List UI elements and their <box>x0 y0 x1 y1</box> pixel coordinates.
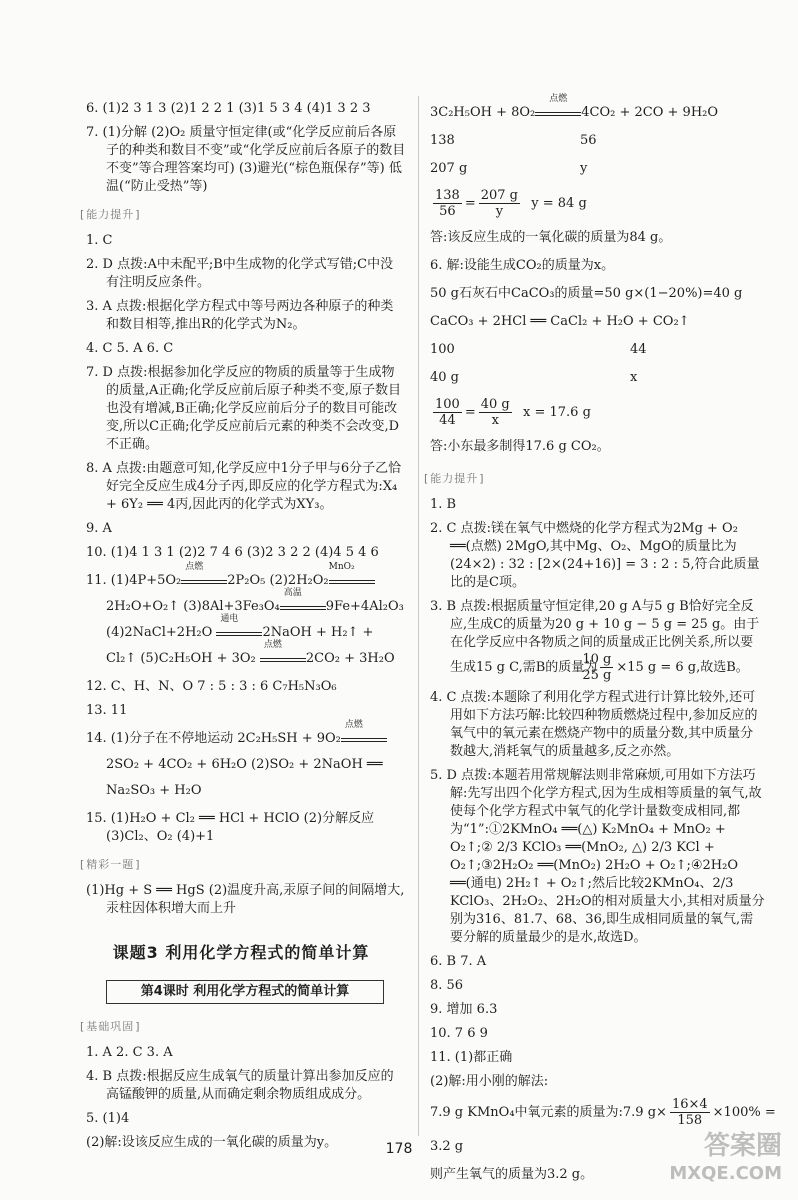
ability-item-11: 11. (1)4P+5O₂ 点燃 2P₂O₅ (2)2H₂O₂ MnO₂ 2H₂O+O₂↑ (3)8Al+3Fe₃O₄ 高温 9Fe+4Al₂O₃ (4)2NaCl+2H₂O 通电 2NaOH + H₂↑ + Cl₂↑ (5)C₂H₅OH + 3O₂ 点燃 2CO₂ + 3H₂O <box>86 562 404 666</box>
basic-item-5: 5. (1)4 <box>86 1111 130 1126</box>
ability-item-11: 11. (1)都正确 <box>430 1050 513 1065</box>
ability-item-1: 1. C <box>86 233 113 248</box>
ability-item-12: 12. C、H、N、O 7 : 5 : 3 : 6 C₇H₅N₃O₆ <box>86 679 337 694</box>
ability-item-10: 10. 7 6 9 <box>430 1026 488 1041</box>
ability-item-13: 13. 11 <box>86 703 128 718</box>
answer-item-7: 7. (1)分解 (2)O₂ 质量守恒定律(或“化学反应前后各原子的种类和数目不变”或“化学反应前后各原子的数目不变”等合理答案均可) (3)避光(“棕色瓶保存”等) 低温(“防止受热”等) <box>86 125 406 194</box>
ability-item-1: 1. B <box>430 497 457 512</box>
ability-item-3: 3. A 点拨:根据化学方程式中等号两边各种原子的种类和数目相等,推出R的化学式为N₂。 <box>86 299 394 332</box>
fraction: $\frac{16\times 4}{158}$ <box>671 1097 708 1128</box>
answer-line: 答:该反应生成的一氧化碳的质量为84 g。 <box>430 230 672 245</box>
watermark-logo: 答案圈 MXQE.COM <box>669 1131 782 1184</box>
section-tag-ability: [ 能力提升 ] <box>80 206 141 224</box>
calc-result: 3.2 g <box>430 1139 464 1154</box>
left-column <box>86 100 406 1158</box>
answer-line: 答:小东最多制得17.6 g CO₂。 <box>430 439 610 454</box>
page-number: 178 <box>385 1141 413 1157</box>
final-answer: 则产生氧气的质量为3.2 g。 <box>430 1167 594 1182</box>
ability-item-5: 5. D 点拨:本题若用常规解法则非常麻烦,可用如下方法巧解:先写出四个化学方程式,因为生成相等质量的氧气,故使每个化学方程式中氧气的化学计量数变成相同,都为“1”:①2KMnO₄ ══(△) K₂MnO₄ + MnO₂ + O₂↑;② 2/3 KClO₃ ══(MnO₂, △) 2/3 KCl + O₂↑;③2H₂O₂ ══(MnO₂) 2H₂O + O₂↑;④2H₂O ══(通电) 2H₂↑ + O₂↑;然后比较2KMnO₄、2/3 KClO₃、2H₂O₂、2H₂O的相对质量大小,其相对质量分别为316、81.7、68、36,即生成相同质量的氧气,需要分解的质量最少的是水,故选D。 <box>430 768 765 945</box>
fraction: $\frac{138}{56}$ <box>435 188 460 219</box>
condition-mark: MnO₂ <box>329 572 375 584</box>
condition-mark: 通电 <box>216 624 262 636</box>
ability-item-15: 15. (1)H₂O + Cl₂ ══ HCl + HClO (2)分解反应 (3)Cl₂、O₂ (4)+1 <box>86 811 375 844</box>
item-6-intro: 6. 解:设能生成CO₂的质量为x。 <box>430 258 615 273</box>
equation-caco3: CaCO₃ + 2HCl ══ CaCl₂ + H₂O + CO₂↑ <box>430 314 690 329</box>
section-tag-ability: [ 能力提升 ] <box>424 470 485 488</box>
condition-mark: 点燃 <box>341 730 387 742</box>
answer-item-6: 6. (1)2 3 1 3 (2)1 2 2 1 (3)1 5 3 4 (4)1 3 2 3 <box>86 101 371 116</box>
caco3-mass: 50 g石灰石中CaCO₃的质量=50 g×(1−20%)=40 g <box>430 286 743 301</box>
lesson-subtitle: 第4课时 利用化学方程式的简单计算 <box>106 980 384 1004</box>
fraction: $\frac{207 g}{y}$ <box>480 188 519 219</box>
basic-item-1-3: 1. A 2. C 3. A <box>86 1045 173 1060</box>
ability-item-14: 14. (1)分子在不停地运动 2C₂H₅SH + 9O₂ 点燃 2SO₂ + 4CO₂ + 6H₂O (2)SO₂ + 2NaOH ══ Na₂SO₃ + H₂O <box>86 726 406 804</box>
right-column <box>430 94 776 1194</box>
mass-row: 40 g x <box>430 370 638 385</box>
ability-item-8: 8. 56 <box>430 978 464 993</box>
section-tag-wonder: [ 精彩一题 ] <box>80 856 141 874</box>
mass-row: 100 44 <box>430 342 647 357</box>
mass-row: 138 56 <box>430 133 597 148</box>
lesson-title: 课题3 利用化学方程式的简单计算 <box>112 943 370 962</box>
ability-item-6-7: 6. B 7. A <box>430 954 487 969</box>
oxygen-mass-calc: 7.9 g KMnO₄中氧元素的质量为:7.9 g× $\frac{16\times 4}{158}$ ×100% = <box>430 1097 776 1128</box>
wonder-answer: (1)Hg + S ══ HgS (2)温度升高,汞原子间的间隔增大,汞柱因体积增大而上升 <box>86 883 405 916</box>
ability-item-2: 2. C 点拨:镁在氧气中燃烧的化学方程式为2Mg + O₂ ══(点燃) 2MgO,其中Mg、O₂、MgO的质量比为(24×2) : 32 : [2×(24+16)] = 3 : 2 : 5,符合此质量比的是C项。 <box>430 521 760 590</box>
mass-row: 207 g y <box>430 161 588 176</box>
equation-combustion: 3C₂H₅OH + 8O₂ 点燃 4CO₂ + 2CO + 9H₂O <box>430 94 719 120</box>
ability-item-10: 10. (1)4 1 3 1 (2)2 7 4 6 (3)2 3 2 2 (4)4 5 4 6 <box>86 545 379 560</box>
ability-item-4-6: 4. C 5. A 6. C <box>86 341 174 356</box>
ability-item-3: 3. B 点拨:根据质量守恒定律,20 g A与5 g B恰好完全反应,生成C的质量为20 g + 10 g − 5 g = 25 g。由于在化学反应中各物质之间的质量成正比例关系,所以要生成15 g C,需B的质量为 $\frac{10 g}{25 g}$ ×15 g = 6 g,故选B。 <box>430 599 760 683</box>
basic-item-5-solution: (2)解:设该反应生成的一氧化碳的质量为y。 <box>86 1135 338 1150</box>
ability-item-9: 9. A <box>86 521 112 536</box>
ability-item-7: 7. D 点拨:根据参加化学反应的物质的质量等于生成物的质量,A正确;化学反应前后原子种类不变,原子数目也没有增减,B正确;化学反应前后分子的数目可能改变,所以C正确;化学反应前后元素的种类不会改变,D不正确。 <box>86 365 402 452</box>
ability-item-9: 9. 增加 6.3 <box>430 1002 498 1017</box>
condition-mark: 高温 <box>280 598 326 610</box>
condition-mark: 点燃 <box>535 104 581 116</box>
ability-item-8: 8. A 点拨:由题意可知,化学反应中1分子甲与6分子乙恰好完全反应生成4分子丙,即反应的化学方程式为:X₄ + 6Y₂ ══ 4丙,因此丙的化学式为XY₃。 <box>86 461 402 512</box>
condition-mark: 点燃 <box>260 650 306 662</box>
condition-mark: 点燃 <box>181 572 227 584</box>
basic-item-4: 4. B 点拨:根据反应生成氧气的质量计算出参加反应的高锰酸钾的质量,从而确定剩余物质组成成分。 <box>86 1069 394 1102</box>
ability-item-2: 2. D 点拨:A中未配平;B中生成物的化学式写错;C中没有注明反应条件。 <box>86 257 394 290</box>
ability-item-11-solution: (2)解:用小刚的解法: <box>430 1074 549 1089</box>
fraction: $\frac{40 g}{x}$ <box>480 397 510 428</box>
column-divider <box>418 96 419 1136</box>
fraction: $\frac{100}{44}$ <box>435 397 460 428</box>
ratio-equation: $\frac{100}{44}$ = $\frac{40 g}{x}$ x = 17.6 g <box>435 397 591 428</box>
ability-item-4: 4. C 点拨:本题除了利用化学方程式进行计算比较外,还可用如下方法巧解:比较四种物质燃烧过程中,参加反应的氧气中的氧元素在燃烧产物中的质量分数,其中质量分数越大,消耗氧气的质量越多,反之亦然。 <box>430 690 758 759</box>
section-tag-basic: [ 基础巩固 ] <box>80 1018 141 1036</box>
ratio-equation: $\frac{138}{56}$ = $\frac{207 g}{y}$ y = 84 g <box>435 188 587 219</box>
fraction: $\frac{10 g}{25 g}$ <box>582 652 612 683</box>
